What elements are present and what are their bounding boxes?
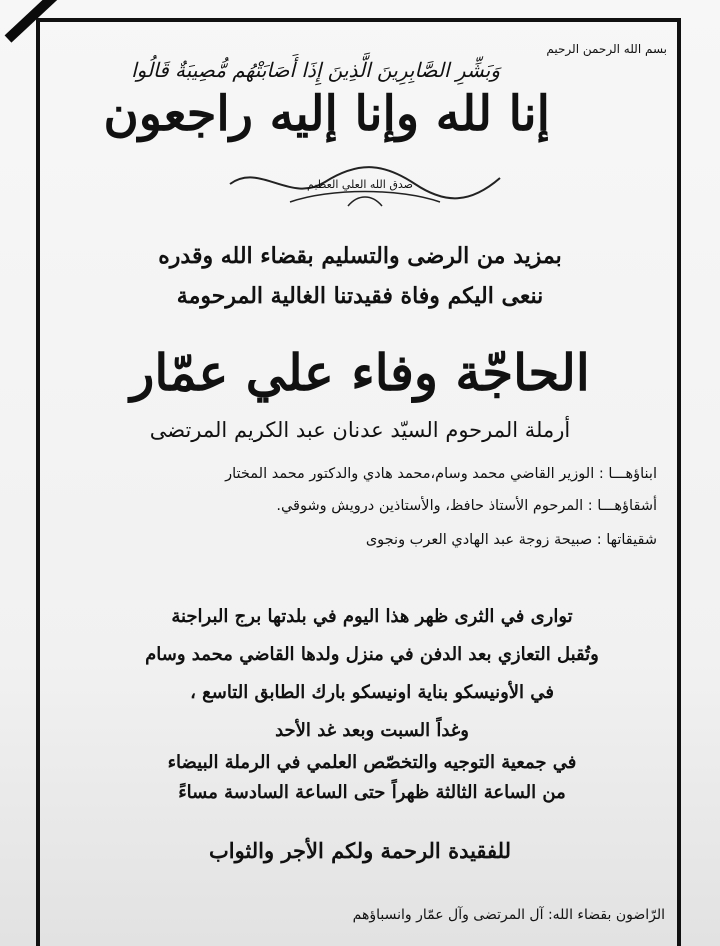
widow-line: أرملة المرحوم السيّد عدنان عبد الكريم المرتضى: [149, 418, 571, 442]
calligraphy-ornament: [220, 142, 510, 212]
time-line: من الساعة الثالثة ظهراً حتى الساعة السادسة مساءً: [178, 782, 566, 803]
venue-line: في جمعية التوجيه والتخصّص العلمي في الرملة البيضاء: [167, 752, 577, 773]
sadaqa-allah: صدق الله العلي العظيم: [307, 178, 413, 191]
intro-line-1: بمزيد من الرضى والتسليم بقضاء الله وقدره: [158, 243, 562, 269]
signature-line: الرّاضون بقضاء الله: آل المرتضى وآل عمّار وانسباؤهم: [352, 907, 665, 923]
quran-verse: وَبَشِّرِ الصَّابِرِينَ الَّذِينَ إِذَا أَصَابَتْهُم مُّصِيبَةٌ قَالُوا: [131, 58, 500, 82]
condolences-line: وتُقبل التعازي بعد الدفن في منزل ولدها القاضي محمد وسام: [145, 644, 599, 665]
family-sons: ابناؤهـــا : الوزير القاضي محمد وسام،محمد هادي والدكتور محمد المختار: [225, 466, 657, 482]
family-sisters: شقيقاتها : صبيحة زوجة عبد الهادي العرب ونجوى: [365, 532, 657, 548]
intro-line-2: ننعى اليكم وفاة فقيدتنا الغالية المرحومة: [176, 283, 544, 309]
address-line: في الأونيسكو بناية اونيسكو بارك الطابق التاسع ،: [190, 682, 554, 703]
burial-line: توارى في الثرى ظهر هذا اليوم في بلدتها برج البراجنة: [171, 606, 573, 627]
calligraphy-inna-lillah: إنا لله وإنا إليه راجعون: [103, 86, 550, 142]
family-brothers: أشقاؤهـــا : المرحوم الأستاذ حافظ، والأستاذين درويش وشوقي.: [276, 498, 657, 514]
deceased-name: الحاجّة وفاء علي عمّار: [130, 343, 590, 402]
condolence-message: للفقيدة الرحمة ولكم الأجر والثواب: [208, 838, 512, 863]
basmala: بسم الله الرحمن الرحيم: [546, 42, 667, 56]
days-line: وغداً السبت وبعد غد الأحد: [275, 720, 469, 741]
